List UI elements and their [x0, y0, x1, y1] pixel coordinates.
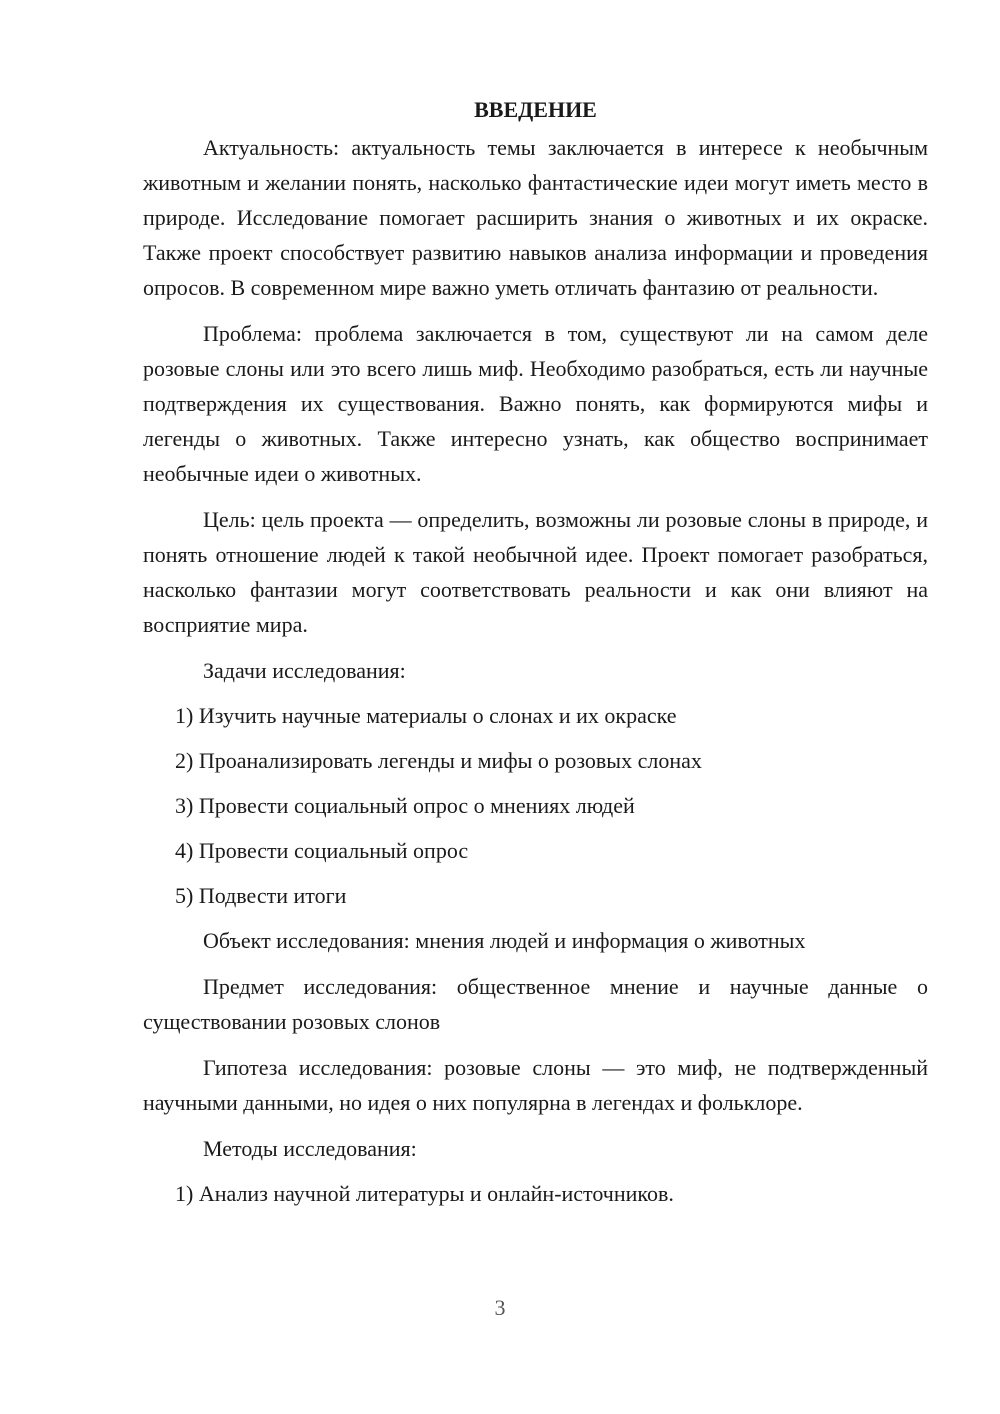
methods-list [143, 1176, 928, 1211]
tasks-list [143, 698, 928, 913]
page-content [143, 90, 928, 1211]
relevance-paragraph: Актуальность: актуальность темы заключается в интересе к необычным животным и желании понять, насколько фантастические идеи могут иметь место в природе. Исследование помогает расширить знания о животных и их окраске. Также проект способствует развитию навыков анализа информации и проведения опросов. В современном мире важно уметь отличать фантазию от реальности. [143, 135, 928, 300]
tasks-heading: Задачи исследования: [203, 658, 406, 683]
hypothesis-paragraph: Гипотеза исследования: розовые слоны — это миф, не подтвержденный научными данными, но идея о них популярна в легендах и фольклоре. [143, 1055, 928, 1115]
page-title: ВВЕДЕНИЕ [474, 97, 597, 122]
subject-paragraph: Предмет исследования: общественное мнение и научные данные о существовании розовых слонов [143, 974, 928, 1034]
problem-paragraph: Проблема: проблема заключается в том, существуют ли на самом деле розовые слоны или это всего лишь миф. Необходимо разобраться, есть ли научные подтверждения их существования. Важно понять, как формируются мифы и легенды о животных. Также интересно узнать, как общество воспринимает необычные идеи о животных. [143, 321, 928, 486]
task-item: 2) Проанализировать легенды и мифы о розовых слонах [175, 748, 702, 773]
task-item: 4) Провести социальный опрос [175, 838, 469, 863]
method-item: 1) Анализ научной литературы и онлайн-источников. [175, 1181, 674, 1206]
task-item: 5) Подвести итоги [175, 883, 347, 908]
methods-heading: Методы исследования: [203, 1136, 417, 1161]
task-item: 1) Изучить научные материалы о слонах и их окраске [175, 703, 677, 728]
page-number: 3 [494, 1295, 506, 1320]
goal-paragraph: Цель: цель проекта — определить, возможны ли розовые слоны в природе, и понять отношение людей к такой необычной идее. Проект помогает разобраться, насколько фантазии могут соответствовать реальности и как они влияют на восприятие мира. [143, 507, 928, 637]
task-item: 3) Провести социальный опрос о мнениях людей [175, 793, 635, 818]
object-paragraph: Объект исследования: мнения людей и информация о животных [203, 928, 806, 953]
